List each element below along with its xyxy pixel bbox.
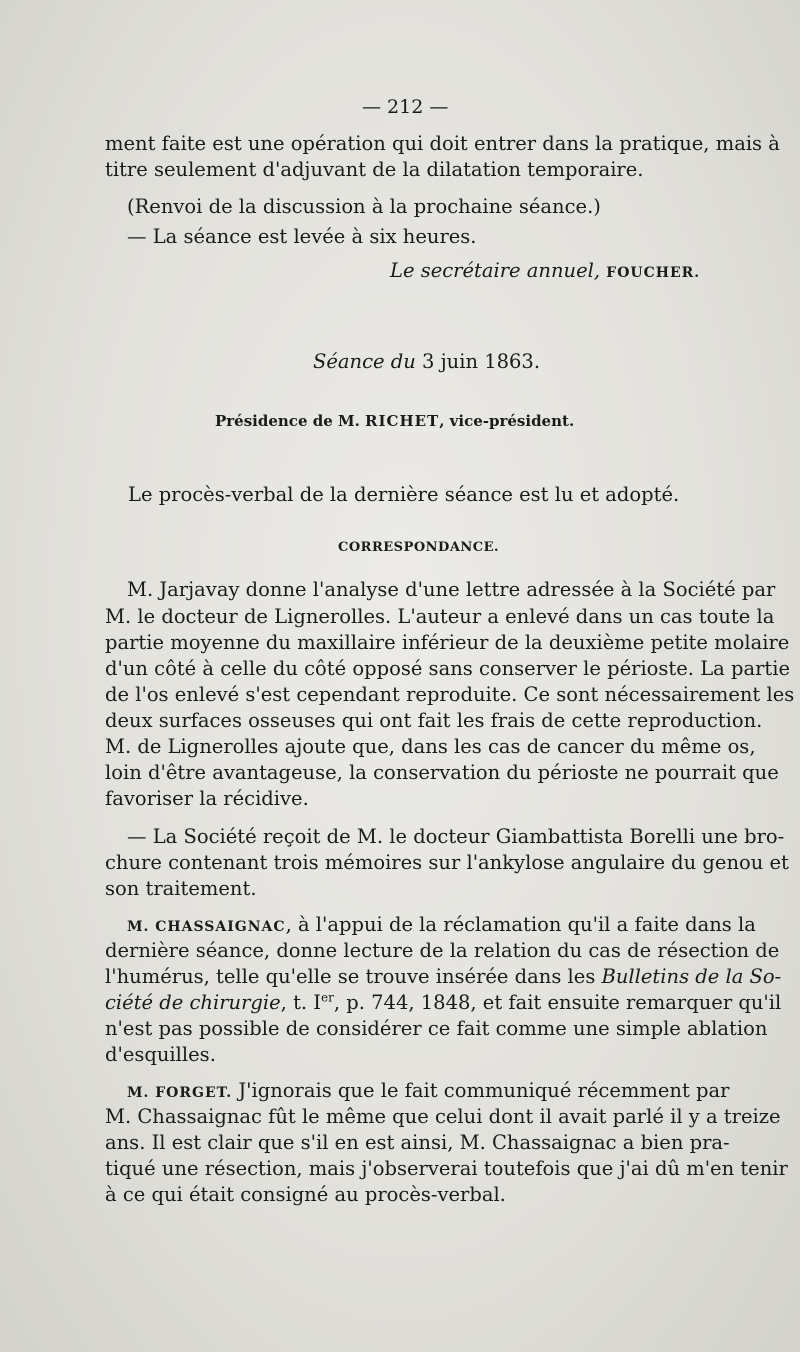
chassaignac-line-5: n'est pas possible de considérer ce fait comme une simple ablation [105, 1017, 768, 1040]
forget-line-1 [127, 1079, 730, 1102]
intro-line-2: titre seulement d'adjuvant de la dilatation temporaire. [105, 158, 644, 181]
p1-line-8: loin d'être avantageuse, la conservation du périoste ne pourrait que [105, 761, 779, 784]
p1-line-3: partie moyenne du maxillaire inférieur de la deuxième petite molaire [105, 631, 790, 654]
levee-note: — La séance est levée à six heures. [127, 225, 477, 248]
chassaignac-line-4-sup: er [321, 990, 334, 1005]
p1-line-7: M. de Lignerolles ajoute que, dans les cas de cancer du même os, [105, 735, 756, 758]
presidence-name: RICHET [365, 412, 440, 430]
p1-line-4: d'un côté à celle du côté opposé sans conserver le périoste. La partie [105, 657, 791, 680]
chassaignac-line-2: dernière séance, donne lecture de la relation du cas de résection de [105, 939, 780, 962]
p2-line-2: chure contenant trois mémoires sur l'ankylose angulaire du genou et [105, 851, 789, 874]
signature-name: FOUCHER. [606, 265, 701, 281]
p1-line-5: de l'os enlevé s'est cependant reproduite. Ce sont nécessairement les [105, 683, 795, 706]
bulletins-title-2: ciété de chirurgie [105, 991, 281, 1014]
bulletins-title-1: Bulletins de la So- [601, 965, 782, 988]
forget-line-3: ans. Il est clair que s'il en est ainsi, M. Chassaignac a bien pra- [105, 1131, 730, 1154]
chassaignac-line-3-text: l'humérus, telle qu'elle se trouve insérée dans les [105, 965, 602, 988]
chassaignac-line-1-text: , à l'appui de la réclamation qu'il a faite dans la [285, 913, 756, 936]
chassaignac-line-4-b: , p. 744, 1848, et fait ensuite remarquer qu'il [333, 991, 782, 1014]
p1-line-6: deux surfaces osseuses qui ont fait les frais de cette reproduction. [105, 709, 763, 732]
signature-label: Le secrétaire annuel, [390, 259, 601, 282]
p1-line-9: favoriser la récidive. [105, 787, 309, 810]
p2-line-3: son traitement. [105, 877, 257, 900]
seance-title-prefix: Séance du [313, 350, 416, 373]
presidence-line [215, 412, 574, 430]
presidence-role: , vice-président. [439, 412, 575, 430]
chassaignac-line-6: d'esquilles. [105, 1043, 216, 1066]
chassaignac-line-3 [105, 965, 782, 988]
p1-line-1: M. Jarjavay donne l'analyse d'une lettre adressée à la Société par [127, 578, 776, 601]
chassaignac-line-4-a: , t. I [280, 991, 322, 1014]
page-number: — 212 — [362, 96, 449, 118]
p2-line-1: — La Société reçoit de M. le docteur Giambattista Borelli une bro- [127, 825, 785, 848]
forget-line-1-text: J'ignorais que le fait communiqué récemment par [232, 1079, 730, 1102]
proces-verbal: Le procès-verbal de la dernière séance est lu et adopté. [128, 483, 680, 506]
intro-line-1: ment faite est une opération qui doit entrer dans la pratique, mais à [105, 132, 780, 155]
chassaignac-line-4 [105, 990, 782, 1014]
presidence-label: Présidence de M. [215, 412, 360, 430]
signature [390, 259, 700, 282]
renvoi-note: (Renvoi de la discussion à la prochaine séance.) [127, 195, 601, 218]
speaker-chassaignac: M. CHASSAIGNAC [127, 919, 286, 935]
seance-title-date: 3 juin 1863. [422, 350, 541, 373]
p1-line-2: M. le docteur de Lignerolles. L'auteur a enlevé dans un cas toute la [105, 605, 775, 628]
forget-line-4: tiqué une résection, mais j'observerai toutefois que j'ai dû m'en tenir [105, 1157, 788, 1180]
correspondance-heading: CORRESPONDANCE. [338, 540, 500, 555]
speaker-forget: M. FORGET. [127, 1085, 233, 1101]
seance-title [313, 350, 540, 373]
forget-line-5: à ce qui était consigné au procès-verbal. [105, 1183, 506, 1206]
forget-line-2: M. Chassaignac fût le même que celui dont il avait parlé il y a treize [105, 1105, 781, 1128]
chassaignac-line-1 [127, 913, 756, 936]
